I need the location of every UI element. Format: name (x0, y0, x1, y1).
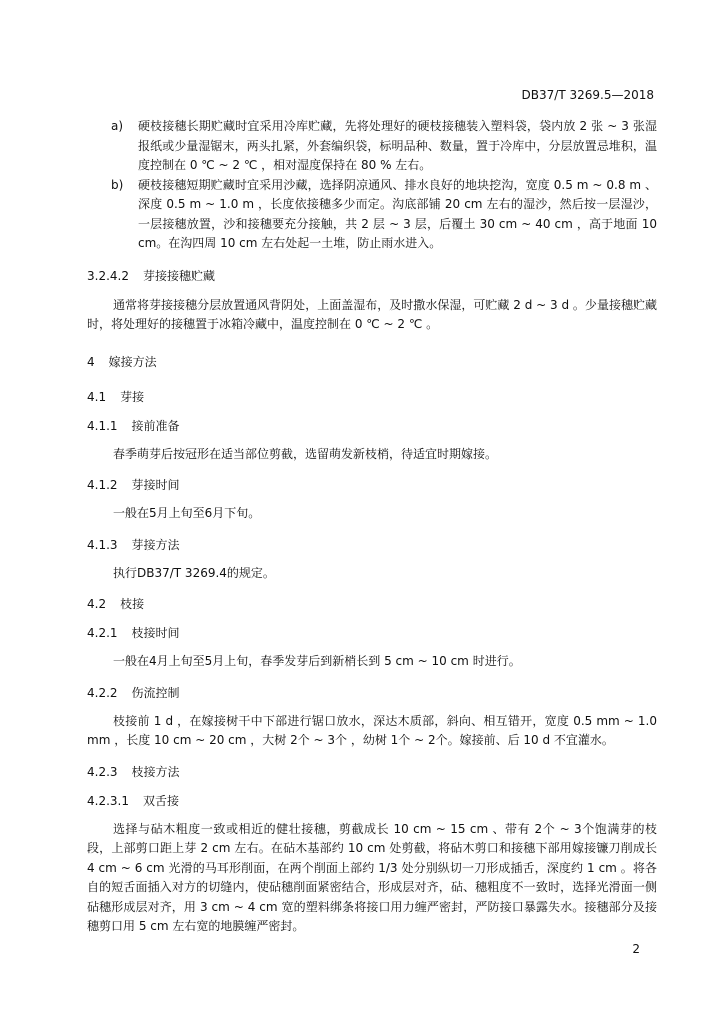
paragraph: 一般在5月上旬至6月下旬。 (113, 506, 261, 520)
heading-4-1-3 (87, 537, 657, 553)
section-number: 4.2.3 (87, 764, 118, 779)
paragraph: 枝接前 1 d ，在嫁接树干中下部进行锯口放水，深达木质部，斜向、相互错开，宽度 0.5 mm ~ 1.0 mm ，长度 10 cm ~ 20 cm ，大树 2个 ~ 3个 ，幼树 1个 ~ 2个。嫁接前、后 10 d 不宜灌水。 (87, 713, 657, 747)
section-title: 枝接时间 (131, 626, 180, 640)
section-title: 嫁接方法 (108, 354, 157, 369)
section-title: 芽接方法 (131, 537, 180, 552)
heading-4-1 (87, 389, 657, 405)
heading-4-2 (87, 596, 657, 612)
heading-4 (87, 354, 657, 370)
section-title: 芽接时间 (131, 478, 180, 492)
heading-4-2-2 (87, 685, 657, 701)
section-number: 4.2.1 (87, 626, 118, 640)
section-title: 枝接 (120, 597, 145, 611)
list-item-text: 硬枝接穗短期贮藏时宜采用沙藏，选择阴凉通风、排水良好的地块挖沟，宽度 0.5 m ~ 0.8 m 、深度 0.5 m ~ 1.0 m ，长度依接穗多少而定。沟底部铺 20 cm 左右的湿沙，然后按一层湿沙，一层接穗放置，沙和接穗要充分接触，共 2 层 ~ 3 层，后覆土 30 cm ~ 40 cm ，高于地面 10 cm。在沟四周 10 cm 左右处起一土堆，防止雨水进入。 (138, 177, 657, 250)
list-marker: a) (111, 119, 124, 133)
page-number: 2 (632, 942, 640, 956)
section-title: 枝接方法 (131, 764, 180, 779)
heading-4-1-2 (87, 477, 657, 493)
section-number: 4.1.3 (87, 537, 118, 552)
document-code: DB37/T 3269.5—2018 (521, 88, 654, 102)
heading-4-2-1 (87, 625, 657, 641)
paragraph: 选择与砧木粗度一致或相近的健壮接穗，剪截成长 10 cm ~ 15 cm 、带有 2个 ~ 3个饱满芽的枝段，上部剪口距上芽 2 cm 左右。在砧木基部约 10 cm 处剪截，将砧木剪口和接穗下部用嫁接镰刀削成长 4 cm ~ 6 cm 光滑的马耳形削面，在两个削面上部约 1/3 处分别纵切一刀形成插舌，深度约 1 cm 。将各自的短舌面插入对方的切缝内，使砧穗削面紧密结合，形成层对齐，砧、穗粗度不一致时，选择光滑面一侧砧穗形成层对齐，用 3 cm ~ 4 cm 宽的塑料绑条将接口用力缠严密封，严防接口暴露失水。接穗部分及接穗剪口用 5 cm 左右宽的地膜缠严密封。 (87, 821, 657, 933)
list-item-b (87, 176, 657, 254)
section-number: 4.2 (87, 597, 107, 611)
section-number: 3.2.4.2 (87, 268, 129, 283)
heading-4-2-3 (87, 764, 657, 780)
list-marker: b) (111, 177, 124, 192)
section-number: 4.2.2 (87, 685, 118, 700)
paragraph: 通常将芽接接穗分层放置通风背阴处，上面盖湿布，及时撒水保湿，可贮藏 2 d ~ 3 d 。少量接穗贮藏时，将处理好的接穗置于冰箱冷藏中，温度控制在 0 ℃ ~ 2 ℃ 。 (87, 297, 657, 331)
list-item-a (87, 117, 657, 176)
section-title: 芽接 (120, 389, 145, 404)
section-title: 伤流控制 (131, 685, 180, 700)
heading-4-2-3-1 (87, 793, 657, 809)
section-number: 4.1.2 (87, 478, 118, 492)
section-number: 4 (87, 354, 95, 369)
section-number: 4.1 (87, 389, 107, 404)
paragraph: 执行DB37/T 3269.4的规定。 (113, 565, 275, 580)
section-title: 双舌接 (142, 793, 179, 808)
section-number: 4.2.3.1 (87, 793, 129, 808)
list-item-text: 硬枝接穗长期贮藏时宜采用冷库贮藏，先将处理好的硬枝接穗装入塑料袋，袋内放 2 张 ~ 3 张湿报纸或少量湿锯末，两头扎紧，外套编织袋，标明品种、数量，置于冷库中，分层放置忌堆积，温度控制在 0 ℃ ~ 2 ℃ ，相对湿度保持在 80 % 左右。 (138, 119, 657, 172)
document-body (87, 117, 657, 937)
section-number: 4.1.1 (87, 418, 118, 433)
heading-3-2-4-2 (87, 268, 657, 284)
paragraph: 春季萌芽后按冠形在适当部位剪截，选留萌发新枝梢，待适宜时期嫁接。 (113, 446, 498, 461)
section-title: 接前准备 (131, 418, 180, 433)
paragraph: 一般在4月上旬至5月上旬，春季发芽后到新梢长到 5 cm ~ 10 cm 时进行。 (113, 654, 521, 668)
heading-4-1-1 (87, 418, 657, 434)
section-title: 芽接接穗贮藏 (142, 268, 215, 283)
